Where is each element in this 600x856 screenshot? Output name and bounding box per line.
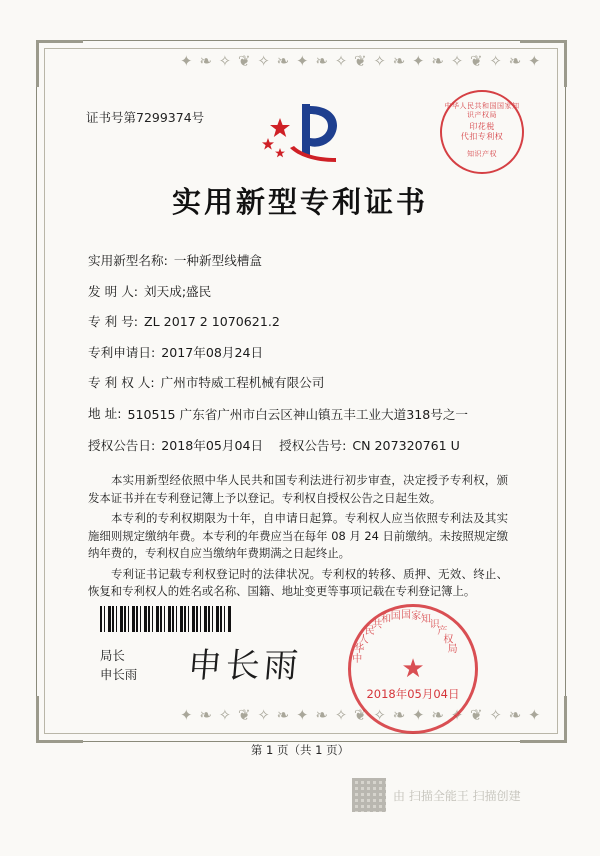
certificate-number: 证书号第7299374号 bbox=[86, 110, 205, 125]
certificate-title: 实用新型专利证书 bbox=[171, 185, 428, 219]
field-value-address: 510515 广东省广州市白云区神山镇五丰工业大道318号之一 bbox=[127, 406, 469, 422]
field-value-grant-date: 2018年05月04日 bbox=[161, 438, 264, 453]
legal-body-text bbox=[88, 472, 508, 604]
legal-paragraph-3: 专利证书记载专利权登记时的法律状况。专利权的转移、质押、无效、终止、恢复和专利权人的姓名或名称、国籍、地址变更等事项记载在专利登记簿上。 bbox=[88, 566, 508, 598]
scan-watermark bbox=[352, 778, 521, 812]
field-label-name: 实用新型名称: bbox=[88, 253, 168, 268]
director-block bbox=[100, 646, 137, 684]
field-row-patent-number bbox=[88, 313, 508, 330]
tax-stamp-line4: 知识产权 bbox=[467, 150, 497, 158]
official-seal bbox=[348, 604, 478, 734]
field-row-name bbox=[88, 252, 508, 269]
field-label-grant-date: 授权公告日: bbox=[88, 438, 156, 453]
field-value-inventor: 刘天成;盛民 bbox=[144, 283, 212, 299]
field-list bbox=[88, 252, 508, 468]
corner-ornament-bottom-left bbox=[36, 696, 83, 743]
director-name: 申长雨 bbox=[100, 667, 138, 682]
tax-stamp-line2: 印花税 bbox=[469, 122, 495, 131]
field-value-patent-number: ZL 2017 2 1070621.2 bbox=[144, 314, 280, 329]
field-label-patent-number: 专 利 号: bbox=[88, 314, 139, 329]
legal-paragraph-2: 本专利的专利权期限为十年，自申请日起算。专利权人应当依照专利法及其实施细则规定缴纳年费。本专利的年费应当在每年 08 月 24 日前缴纳。未按照规定缴纳年费的，专利权自应当缴纳年费期满之日起终止。 bbox=[88, 511, 508, 560]
barcode bbox=[100, 606, 232, 632]
page-number-footer: 第 1 页（共 1 页） bbox=[250, 743, 350, 757]
qr-code-icon bbox=[352, 778, 386, 812]
field-value-name: 一种新型线槽盒 bbox=[173, 253, 262, 268]
director-label: 局长 bbox=[100, 648, 125, 663]
cnipa-logo-icon bbox=[250, 96, 350, 166]
field-row-application-date bbox=[88, 344, 508, 361]
field-label-grant-number: 授权公告号: bbox=[279, 438, 347, 453]
director-signature: 申长雨 bbox=[185, 646, 304, 686]
field-row-grant bbox=[88, 437, 508, 454]
field-label-address: 地 址: bbox=[88, 405, 122, 421]
flourish-ornament-top: ✦ ❧ ✧ ❦ ✧ ❧ ✦ ❧ ✧ ❦ ✧ ❧ ✦ ❧ ✧ ❦ ✧ ❧ ✦ bbox=[180, 52, 542, 70]
field-value-application-date: 2017年08月24日 bbox=[161, 344, 264, 360]
field-row-inventor bbox=[88, 283, 508, 300]
field-row-address bbox=[88, 405, 508, 424]
field-row-patentee bbox=[88, 374, 508, 391]
official-seal-date: 2018年05月04日 bbox=[366, 687, 460, 701]
field-value-patentee: 广州市特威工程机械有限公司 bbox=[160, 375, 325, 390]
legal-paragraph-1: 本实用新型经依照中华人民共和国专利法进行初步审查，决定授予专利权，颁发本证书并在专利登记簿上予以登记。专利权自授权公告之日起生效。 bbox=[88, 473, 508, 505]
field-value-grant-number: CN 207320761 U bbox=[352, 438, 460, 453]
corner-ornament-top-left bbox=[36, 40, 83, 87]
field-label-inventor: 发 明 人: bbox=[88, 283, 139, 299]
official-seal-ring-text: 中 华 人 民 共 和 国 国 家 知 识 产 权 局 bbox=[352, 610, 458, 665]
star-emblem-icon: ★ bbox=[401, 654, 425, 684]
tax-stamp-seal bbox=[440, 90, 524, 174]
scan-watermark-text: 由 扫描全能王 扫描创建 bbox=[393, 788, 521, 803]
tax-stamp-line1: 中华人民共和国国家知识产权局 bbox=[444, 102, 520, 119]
flourish-ornament-bottom: ✦ ❧ ✧ ❦ ✧ ❧ ✦ ❧ ✧ ❦ ✧ ❧ ✦ ❧ ✧ ❦ ✧ ❧ ✦ bbox=[180, 706, 542, 724]
tax-stamp-line3: 代扣专利权 bbox=[460, 132, 504, 141]
field-label-application-date: 专利申请日: bbox=[88, 344, 156, 360]
field-label-patentee: 专 利 权 人: bbox=[88, 375, 155, 390]
